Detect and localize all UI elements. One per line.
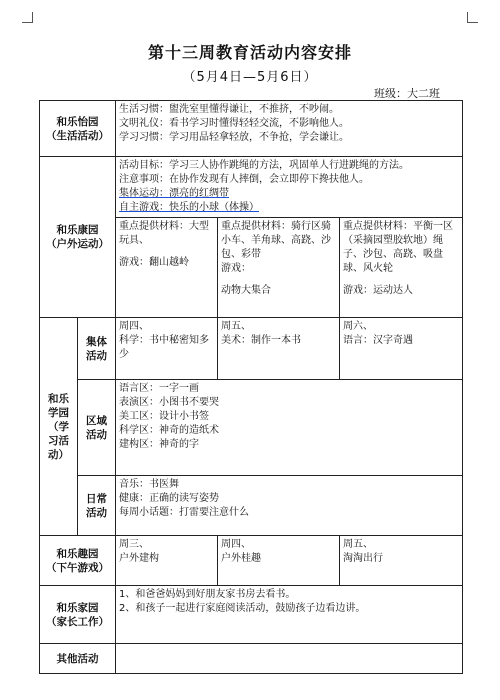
row-study-regional xyxy=(40,380,463,476)
daily-content xyxy=(116,476,463,536)
family-line: 2、和孩子一起进行家庭阅读活动，鼓励孩子边看边讲。 xyxy=(119,603,366,614)
outdoor-column-1 xyxy=(116,218,218,318)
outdoor-game-label: 游戏： xyxy=(221,263,251,274)
row-family xyxy=(40,586,463,644)
section-label-study: 和乐学园（学习活动） xyxy=(40,318,78,536)
section-label-afternoon: 和乐趣园 （下午游戏） xyxy=(40,536,116,586)
page-corner-mark-right xyxy=(467,12,478,23)
sub-label-collective: 集体活动 xyxy=(78,318,116,380)
outdoor-column-2 xyxy=(218,218,340,318)
sub-label-regional: 区域活动 xyxy=(78,380,116,476)
life-content xyxy=(116,101,463,157)
document-title: 第十三周教育活动内容安排 xyxy=(147,43,352,62)
row-outdoor-goals xyxy=(40,157,463,218)
regional-line: 表演区：小图书不要哭 xyxy=(119,397,219,408)
row-study-collective xyxy=(40,318,463,380)
other-content xyxy=(116,644,463,674)
outdoor-game: 动物大集合 xyxy=(221,285,271,296)
collective-day-3: 周六、 语言：汉字奇遇 xyxy=(340,318,463,380)
outdoor-line: 活动目标：学习三人协作跳绳的方法，巩固单人行进跳绳的方法。 xyxy=(119,160,409,171)
row-other xyxy=(40,644,463,674)
schedule-table xyxy=(39,100,463,674)
outdoor-material: 重点提供材料：大型玩具、 xyxy=(119,221,209,246)
date-range: （5月4日—5月6日） xyxy=(182,70,318,85)
outdoor-goals xyxy=(116,157,463,218)
collective-day-1: 周四、 科学：书中秘密知多少 xyxy=(116,318,218,380)
section-label-family: 和乐家园 （家长工作） xyxy=(40,586,116,644)
section-label-life: 和乐怡园 （生活活动） xyxy=(40,101,116,157)
section-label-outdoor: 和乐康园 （户外运动） xyxy=(40,157,116,318)
regional-content xyxy=(116,380,463,476)
row-afternoon xyxy=(40,536,463,586)
family-content xyxy=(116,586,463,644)
collective-day-2: 周五、 美术：制作一本书 xyxy=(218,318,340,380)
afternoon-day-3: 周五、 淘淘出行 xyxy=(340,536,463,586)
sub-label-daily: 日常活动 xyxy=(78,476,116,536)
daily-line: 音乐：书医舞 xyxy=(119,479,179,490)
row-life xyxy=(40,101,463,157)
daily-line: 每周小话题：打雷要注意什么 xyxy=(119,507,249,518)
life-line: 学习习惯：学习用品轻拿轻放，不争抢，学会谦让。 xyxy=(119,132,349,143)
outdoor-material: 重点提供材料：骑行区骑小车、羊角球、高跷、沙包、彩带 xyxy=(221,221,331,260)
class-label: 班级：大二班 xyxy=(374,87,440,100)
family-line: 1、和爸爸妈妈到好朋友家书房去看书。 xyxy=(119,589,296,600)
section-label-other: 其他活动 xyxy=(40,644,116,674)
life-line: 文明礼仪：看书学习时懂得轻轻交流，不影响他人。 xyxy=(119,118,349,129)
outdoor-line: 自主游戏：快乐的小球（体操） xyxy=(119,202,259,213)
outdoor-line: 注意事项：在协作发现有人摔倒，会立即停下搀扶他人。 xyxy=(119,174,369,185)
outdoor-game: 游戏：运动达人 xyxy=(343,285,413,296)
row-study-daily xyxy=(40,476,463,536)
regional-line: 语言区：一字一画 xyxy=(119,383,199,394)
afternoon-day-2: 周四、 户外桂趣 xyxy=(218,536,340,586)
outdoor-column-3 xyxy=(340,218,463,318)
regional-line: 美工区：设计小书签 xyxy=(119,411,209,422)
life-line: 生活习惯：盥洗室里懂得谦让，不推挤，不吵闹。 xyxy=(119,104,339,115)
page-corner-mark-left xyxy=(22,12,33,23)
outdoor-line: 集体运动：漂亮的红绸带 xyxy=(119,188,229,199)
daily-line: 健康：正确的读写姿势 xyxy=(119,493,219,504)
outdoor-game: 游戏：翻山越岭 xyxy=(119,257,189,268)
outdoor-material: 重点提供材料：平衡一区（采摘园塑胶软地）绳子、沙包、高跷、吸盘球、风火轮 xyxy=(343,221,453,274)
afternoon-day-1: 周三、 户外建构 xyxy=(116,536,218,586)
regional-line: 建构区：神奇的字 xyxy=(119,439,199,450)
regional-line: 科学区：神奇的造纸术 xyxy=(119,425,219,436)
